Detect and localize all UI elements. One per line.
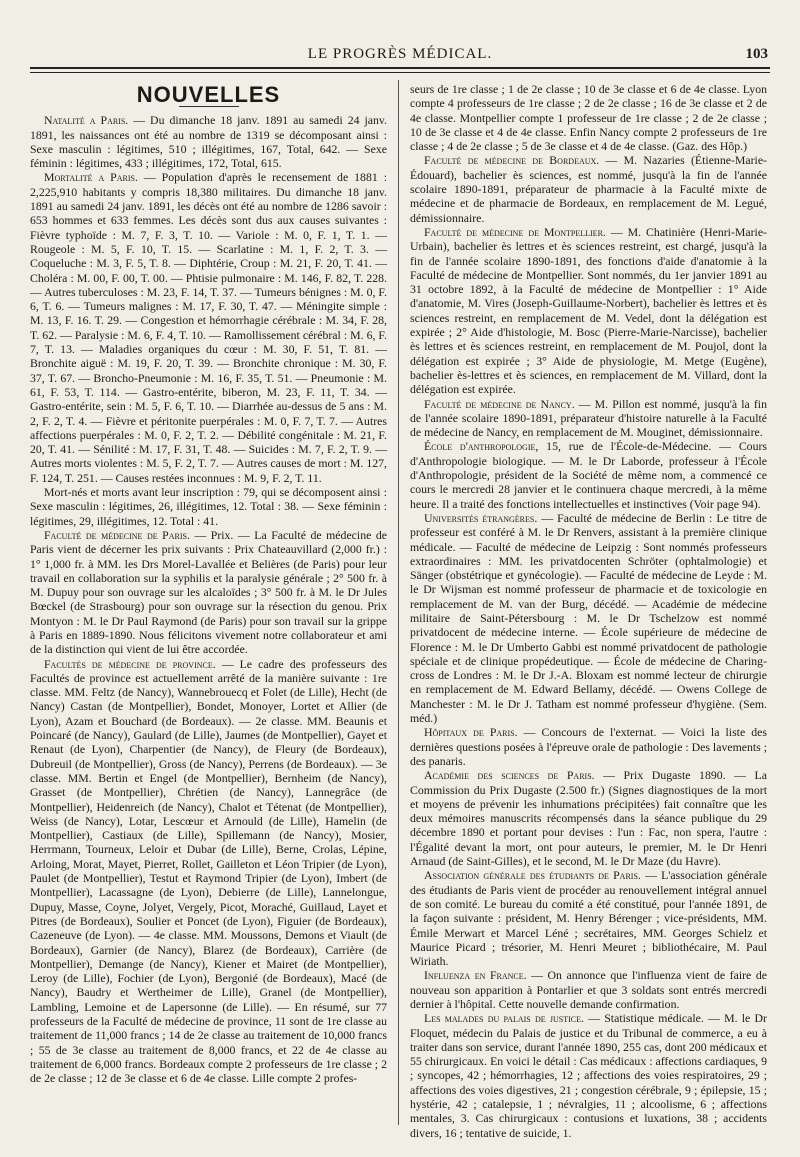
paragraph-rubric: École d'anthropologie, (424, 439, 539, 454)
paragraph-rubric: Influenza en France. (424, 968, 527, 983)
news-paragraph (410, 225, 767, 397)
paragraph-text: — Le cadre des professeurs des Facultés de province est actuellement arrêté de la manière suivante : 1re classe. MM. Feltz (de Nancy), Wannebrouecq et Folet (de Lille), Hecht (de Nancy) Castan (de Montpellier), Bondet, Monoyer, Lortet et Allier (de Lyon), Azam et Bouchard (de Bordeaux). — 2e classe. MM. Beaunis et Poincaré (de Nancy), Gaulard (de Lille), Jaumes (de Montpellier), Gayet et Renaut (de Lyon), Charpentier (de Nancy), de Fleury (de Bordeaux), Dubreuil (de Montpellier), Gross (de Nancy), Perrens (de Bordeaux). — 3e classe. MM. Bertin et Engel (de Montpellier), Bernheim (de Nancy), Grasset (de Montpellier), Chrétien (de Nancy), Lannegrâce (de Montpellier), Heidenreich (de Nancy), Chalot et Tétenat (de Montpellier), Weiss (de Nancy), Lotar, Lescœur et Arnould (de Lille), Hamelin (de Montpellier), Castiaux (de Lille), Spillemann (de Nancy), Mosier, Herrmann, Tourneux, Leloir et Dubar (de Lille), Berne, Crolas, Lépine, Arloing, Morat, Mayet, Pierret, Rollet, Gailleton et Léon Tripier (de Lyon), Paulet (de Montpellier), Testut et Raymond Tripier (de Lyon), Imbert (de Montpellier), Lacassagne (de Lyon), Debierre (de Lille), Lannelongue, Dupuy, Masse, Coyne, Jolyet, Vergely, Picot, Moraché, Guillaud, Layet et Pitres (de Bordeaux), Soulier et Poncet (de Lyon), Figuier (de Bordeaux), Cazeneuve (de Lyon). — 4e classe. MM. Moussons, Demons et Viault (de Bordeaux), Garnier (de Nancy), Blarez (de Bordeaux), Carrière (de Montpellier), Demange (de Nancy), Kiener et Mairet (de Montpellier), Leroy (de Lille), Fochier (de Lyon), Bergonié (de Bordeaux), Macé (de Nancy), Baudry et Wertheimer de Lille), Granel (de Montpellier), Lambling, Lemoine et de Lapersonne (de Lille). — En résumé, sur 77 professeurs de la Faculté de médecine de province, 11 sont de 1re classe au traitement de 11,000 francs ; 14 de 2e classe au traitement de 10,000 francs ; 55 de 3e classe au traitement de 8,000 francs, et 22 de 4e classe au traitement de 6,000 francs. Bordeaux compte 2 professeurs de 1re classe ; 2 de 2e classe ; 12 de 3e classe et 6 de 4e classe. Lille compte 2 profes- (30, 656, 387, 1086)
right-column (410, 82, 767, 1140)
news-paragraph (410, 968, 767, 1011)
news-paragraph (410, 397, 767, 440)
news-paragraph (410, 868, 767, 968)
news-paragraph (410, 768, 767, 868)
paragraph-rubric: Facultés de médecine de province. (44, 656, 216, 671)
paragraph-rubric: Académie des sciences de Paris. (424, 768, 595, 783)
page-header (30, 46, 770, 68)
paragraph-text: — Concours de l'externat. — Voici la liste des dernières questions posées à l'épreuve orale de pathologie : Des lavements ; des panaris. (410, 725, 767, 768)
paragraph-text: — Prix. — La Faculté de médecine de Paris vient de décerner les prix suivants : Prix Chateauvillard (2,000 fr.) : 1° 1,000 fr. à MM. les Drs Morel-Lavallée et Belières (de Paris) pour leur travail en collaboration sur la syphilis et la paralysie générale ; 2° 500 fr. à M. Dupuy pour son ouvrage sur les alcaloïdes ; 3° 500 fr. à M. le Dr Jules Bœckel (de Strasbourg) pour son ouvrage sur la résection du genou. Prix Montyon : M. le Dr Paul Raymond (de Paris) pour son travail sur la grippe à Paris en 1889-1890. Nous félicitons vivement notre collaborateur et ami de la distinction qui vient de lui être accordée. (30, 527, 387, 657)
paragraph-rubric: Faculté de médecine de Paris. (44, 527, 190, 542)
page-number: 103 (745, 46, 768, 62)
paragraph-text: — Statistique médicale. — M. le Dr Floquet, médecin du Palais de justice et du Tribunal de commerce, a eu à traiter dans son service, durant l'année 1890, 255 cas, dont 200 médicaux et 55 chirurgicaux. En voici le détail : Cas médicaux : affections cardiaques, 9 ; syncopes, 42 ; hémorrhagies, 12 ; affections des voies respiratoires, 29 ; affections des voies digestives, 21 ; congestion cérébrale, 9 ; épilepsie, 15 ; hystérie, 42 ; catalepsie, 1 ; névralgies, 11 ; alcoolisme, 6 ; affections mentales, 3. Cas chirurgicaux : contusions et luxations, 38 ; accidents divers, 16 ; tentative de suicide, 1. (410, 1011, 767, 1140)
header-rule (30, 67, 770, 69)
paragraph-rubric: Faculté de médecine de Montpellier. (424, 224, 606, 239)
paragraph-rubric: Natalité a Paris. (44, 113, 129, 128)
paragraph-text: — L'association générale des étudiants de Paris vient de procéder au renouvellement intégral annuel de son comité. Le bureau du comité a été constitué, pour l'année 1891, de la façon suivante : président, M. Henry Bérenger ; vice-présidents, MM. Émile Merwart et Marcel Léné ; secrétaires, MM. Georges Schielz et Maurice Picard ; trésorier, M. Henri Meuret ; bibliothécaire, M. Paul Wiriath. (410, 868, 767, 969)
news-paragraph (30, 113, 387, 170)
news-paragraph (410, 439, 767, 510)
news-paragraph (410, 725, 767, 768)
paragraph-text: Mort-nés et morts avant leur inscription : 79, qui se décomposent ainsi : Sexe masculin : légitimes, 26, illégitimes, 12. Total : 38. — Sexe féminin : légitimes, 29, illégitimes, 12. Total : 41. (30, 485, 387, 528)
paragraph-text: — Prix Dugaste 1890. — La Commission du Prix Dugaste (2.500 fr.) (Signes diagnostiques de la mort et moyens de prévenir les inhumations précipitées) fait connaître que les deux mémoires manuscrits récompensés dans la séance publique du 29 décembre 1890 et portant pour devises : l'un : Fac, non spera, l'autre : l'Égalité devant la mort, ont pour auteurs, le premier, M. le Dr Henri Arnaud (de Saint-Gilles), et le second, M. le Dr Maze (du Havre). (410, 768, 767, 869)
column-divider (398, 80, 399, 1125)
paragraph-text: — Faculté de médecine de Berlin : Le titre de professeur est conféré à M. le Dr Renvers, assistant à la première clinique médicale. — Faculté de médecine de Leipzig : Sont nommés professeurs extraordinaires : MM. les privatdocenten Schröter (ophtalmologie) et Sänger (obstétrique et gynécologie). — Faculté de médecine de Leyde : M. le Dr Wijsman est nommé professeur de pharmacie et de toxicologie en remplacement de M. van der Burg, décédé. — Académie de médecine militaire de Saint-Pétersbourg : M. le Dr Tschelzow est nommé privatdocent de médecine interne. — École supérieure de médecine de Florence : M. le Dr Umberto Gabbi est nommé privatdocent de pathologie spéciale et de clinique propédeutique. — École de médecine de Charing-cross de Londres : M. le Dr J.-A. Bloxam est nommé lecteur de chirurgie en remplacement de M. Edward Bellamy, décédé. — Owens College de Manchester : M. le Dr J. Tatham est nommé professeur d'hygiène. (Sem. méd.) (410, 510, 767, 726)
news-paragraph (410, 82, 767, 153)
news-paragraph (410, 511, 767, 725)
left-paragraphs (30, 113, 387, 1085)
running-title: LE PROGRÈS MÉDICAL. (307, 46, 493, 62)
news-paragraph (410, 153, 767, 224)
paragraph-text: 15, rue de l'École-de-Médecine. — Cours d'Anthropologie biologique. — M. le Dr Laborde, professeur à l'École d'Anthropologie, président de la Société de même nom, a commencé ce cours le mercredi 28 janvier et le continuera chaque mercredi, à la même heure. Il a traité des fonctions intellectuelles et instinctives (Voir page 94). (410, 439, 767, 511)
paragraph-text: — M. Pillon est nommé, jusqu'à la fin de l'année scolaire 1890-1891, préparateur d'histoire naturelle à la Faculté de médecine de Nancy, en remplacement de M. Mouginet, démissionnaire. (410, 396, 767, 440)
paragraph-rubric: Mortalité a Paris. (44, 170, 138, 185)
paragraph-rubric: Universités étrangères. (424, 510, 538, 525)
paragraph-text: — On annonce que l'influenza vient de faire de nouveau son apparition à Pontarlier et que 3 soldats sont entrés mercredi dernier à l'hôpital. Cette nouvelle demande confirmation. (410, 968, 767, 1011)
section-title: NOUVELLES (136, 82, 281, 107)
news-paragraph (30, 170, 387, 485)
header-rule-thin (30, 72, 770, 73)
paragraph-rubric: Les malades du palais de justice. (424, 1011, 584, 1026)
news-paragraph (410, 1011, 767, 1140)
paragraph-rubric: Hôpitaux de Paris. (424, 725, 518, 740)
paragraph-rubric: Association générale des étudiants de Paris. (424, 868, 641, 883)
news-paragraph (30, 485, 387, 528)
news-paragraph (30, 528, 387, 657)
left-column (30, 82, 387, 1127)
paragraph-rubric: Faculté de médecine de Nancy. (424, 396, 575, 411)
right-paragraphs (410, 82, 767, 1140)
paragraph-text: — Du dimanche 18 janv. 1891 au samedi 24 janv. 1891, les naissances ont été au nombre de 1319 se décomposant ainsi : Sexe masculin : légitimes, 510 ; illégitimes, 167, Total, 642. — Sexe féminin : légitimes, 433 ; illégitimes, 172, Total, 615. (30, 113, 387, 171)
paragraph-text: — Population d'après le recensement de 1881 : 2,225,910 habitants y compris 18,380 militaires. Du dimanche 18 janv. 1891 au samedi 24 janv. 1891, les décès ont été au nombre de 1286 savoir : 653 hommes et 633 femmes. Les décès sont dus aux causes suivantes : Fièvre typhoïde : M. 7, F. 3, T. 10. — Variole : M. 0, F. 1, T. 1. — Rougeole : M. 5, F. 10, T. 15. — Scarlatine : M. 1, F. 2, T. 3. — Coqueluche : M. 3, F. 5, T. 8. — Diphtérie, Croup : M. 21, F. 20, T. 41. — Choléra : M. 00, F. 00, T. 00. — Phtisie pulmonaire : M. 146, F. 82, T. 228. — Autres tuberculoses : M. 23, F. 14, T. 37. — Tumeurs bénignes : M. 0, F. 6, T. 6. — Tumeurs malignes : M. 17, F. 30, T. 47. — Méningite simple : M. 13, F. 16. T. 29. — Congestion et hémorrhagie cérébrale : M. 34, F. 28, T. 62. — Paralysie : M. 6, F. 4, T. 10. — Ramollissement cérébral : M. 6, F. 7, T. 13. — Maladies organiques du cœur : M. 30, F. 51, T. 81. — Bronchite aiguë : M. 19, F. 20, T. 39. — Bronchite chronique : M. 30, F. 37, T. 67. — Broncho-Pneumonie : M. 16, F. 35, T. 51. — Pneumonie : M. 61, F. 53, T. 114. — Gastro-entérite, biberon, M. 23, F. 11, T. 34. — Gastro-entérite, sein : M. 5, F. 6, T. 10. — Diarrhée au-dessus de 5 ans : M. 2, F. 2, T. 4. — Fièvre et péritonite puerpérales : M. 0, F. 7, T. 7. — Autres affections puerpérales : M. 0, F. 2, T. 2. — Débilité congénitale : M. 21, F. 20, T. 41. — Sénilité : M. 17, F. 31, T. 48. — Suicides : M. 7, F. 2, T. 9. — Autres morts violentes : M. 5, F. 2, T. 7. — Autres causes de mort : M. 127, F. 124, T. 251. — Causes restées inconnues : M. 9, F. 2, T. 11. (30, 170, 387, 485)
paragraph-rubric: Faculté de médecine de Bordeaux. (424, 153, 600, 168)
news-paragraph (30, 657, 387, 1086)
paragraph-text: — M. Nazaries (Étienne-Marie-Édouard), bachelier ès sciences, est nommé, jusqu'à la fin de l'année scolaire 1890-1891, préparateur de pharmacie à la Faculté mixte de médecine et de pharmacie de Bordeaux, en remplacement de M. Legué, démissionnaire. (410, 153, 767, 225)
paragraph-text: — M. Chatinière (Henri-Marie-Urbain), bachelier ès lettres et ès sciences restreint, est chargé, jusqu'à la fin de l'année scolaire 1890-1891, des fonctions d'aide d'anatomie à la Faculté de médecine de Montpellier. Sont nommés, du 1er janvier 1891 au 31 octobre 1892, à la Faculté de médecine de Montpellier : 1° Aide d'anatomie, M. Vires (Joseph-Guillaume-Norbert), bachelier ès lettres et ès sciences restreint, en remplacement de M. Vedel, dont la délégation est expirée ; 2° Aide d'histologie, M. Bosc (Pierre-Marie-Narcisse), bachelier ès lettres et ès sciences restreint, en remplacement de M. Poujol, dont la délégation est expirée ; 3° Aide de physiologie, M. Metge (Eugène), bachelier ès-lettres et ès sciences, en remplacement de M. Villard, dont la délégation est expirée. (410, 224, 767, 397)
paragraph-text: seurs de 1re classe ; 1 de 2e classe ; 10 de 3e classe et 6 de 4e classe. Lyon compte 4 professeurs de 1re classe ; 2 de 2e classe ; 16 de 3e classe et 2 de 4e classe. Montpellier compte 1 professeur de 1re classe ; 2 de 2e classe ; 10 de 3e classe et 4 de 4e classe. Enfin Nancy compte 2 professeurs de 1re classe ; 4 de 2e classe ; 5 de 3e classe et 4 de 4e classe. (Gaz. des Hôp.) (410, 82, 767, 154)
